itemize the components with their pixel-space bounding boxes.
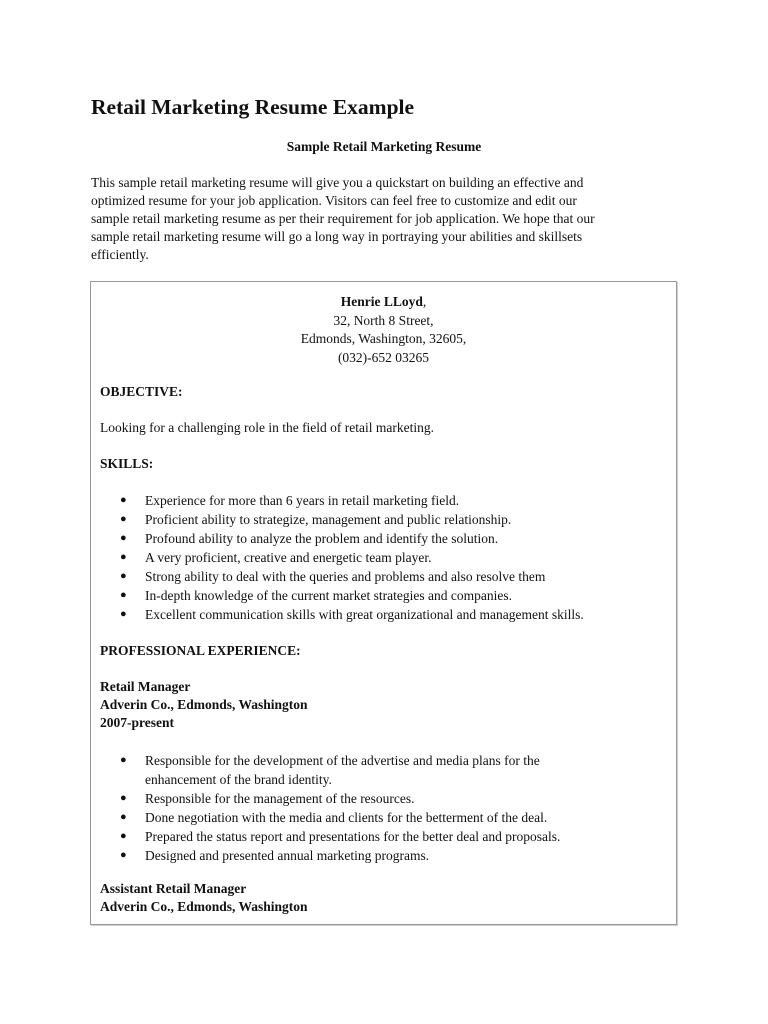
bullet-icon: ●: [120, 532, 127, 544]
objective-heading: OBJECTIVE:: [100, 384, 183, 399]
skill-text: Excellent communication skills with great organizational and management skills.: [145, 607, 584, 622]
duty-text-continued: enhancement of the brand identity.: [145, 772, 332, 787]
page-title: Retail Marketing Resume Example: [91, 95, 415, 119]
bullet-icon: ●: [120, 830, 127, 842]
contact-name-line: [91, 293, 676, 312]
contact-phone: (032)-652 03265: [337, 349, 430, 365]
bullet-icon: ●: [120, 754, 127, 766]
objective-text: Looking for a challenging role in the field of retail marketing.: [100, 420, 435, 435]
job-duties-list: [100, 751, 660, 865]
contact-address-line2: Edmonds, Washington, 32605,: [300, 331, 467, 346]
list-item: [100, 491, 660, 510]
job-company: Adverin Co., Edmonds, Washington: [100, 697, 308, 712]
contact-name: Henrie LLoyd: [340, 294, 423, 309]
list-item: [100, 789, 660, 808]
intro-line: This sample retail marketing resume will give you a quickstart on building an effective and: [91, 175, 584, 190]
intro-line: sample retail marketing resume as per their requirement for job application. We hope that our: [91, 211, 595, 226]
bullet-icon: ●: [120, 570, 127, 582]
bullet-icon: ●: [120, 513, 127, 525]
skill-text: In-depth knowledge of the current market strategies and companies.: [145, 588, 512, 603]
list-item: [100, 510, 660, 529]
skill-text: Profound ability to analyze the problem and identify the solution.: [145, 531, 499, 546]
intro-paragraph: [91, 174, 671, 264]
bullet-icon: ●: [120, 849, 127, 861]
intro-line: sample retail marketing resume will go a long way in portraying your abilities and skillsets: [91, 229, 583, 244]
skill-text: Strong ability to deal with the queries and problems and also resolve them: [145, 569, 546, 584]
bullet-icon: ●: [120, 589, 127, 601]
list-item: [100, 751, 660, 789]
skill-text: A very proficient, creative and energetic team player.: [145, 550, 432, 565]
intro-line: efficiently.: [91, 247, 149, 262]
bullet-icon: ●: [120, 494, 127, 506]
intro-line: optimized resume for your job application. Visitors can feel free to customize and edit our: [91, 193, 577, 208]
contact-name-suffix: ,: [422, 294, 427, 309]
resume-box: [90, 281, 677, 925]
list-item: [100, 529, 660, 548]
experience-heading: PROFESSIONAL EXPERIENCE:: [100, 643, 301, 658]
bullet-icon: ●: [120, 551, 127, 563]
page-subtitle: Sample Retail Marketing Resume: [286, 139, 482, 154]
duty-text: Designed and presented annual marketing programs.: [145, 848, 430, 863]
job-dates: 2007-present: [100, 715, 174, 730]
skills-heading: SKILLS:: [100, 456, 154, 471]
duty-text: Responsible for the management of the resources.: [145, 791, 415, 806]
list-item: [100, 548, 660, 567]
duty-text: Responsible for the development of the advertise and media plans for the: [145, 753, 540, 768]
job-entry-header: [100, 678, 308, 732]
list-item: [100, 827, 660, 846]
bullet-icon: ●: [120, 608, 127, 620]
contact-header: [91, 293, 676, 367]
list-item: [100, 605, 660, 624]
list-item: [100, 567, 660, 586]
duty-text: Done negotiation with the media and clients for the betterment of the deal.: [145, 810, 548, 825]
list-item: [100, 808, 660, 827]
skills-list: [100, 491, 660, 624]
bullet-icon: ●: [120, 811, 127, 823]
list-item: [100, 846, 660, 865]
duty-text: Prepared the status report and presentations for the better deal and proposals.: [145, 829, 561, 844]
contact-address-line1: 32, North 8 Street,: [333, 312, 434, 328]
skill-text: Proficient ability to strategize, management and public relationship.: [145, 512, 512, 527]
job-title: Assistant Retail Manager: [100, 881, 247, 896]
bullet-icon: ●: [120, 792, 127, 804]
job-company: Adverin Co., Edmonds, Washington: [100, 899, 308, 914]
skill-text: Experience for more than 6 years in retail marketing field.: [145, 493, 460, 508]
job-entry-header: [100, 880, 308, 916]
list-item: [100, 586, 660, 605]
job-title: Retail Manager: [100, 679, 191, 694]
